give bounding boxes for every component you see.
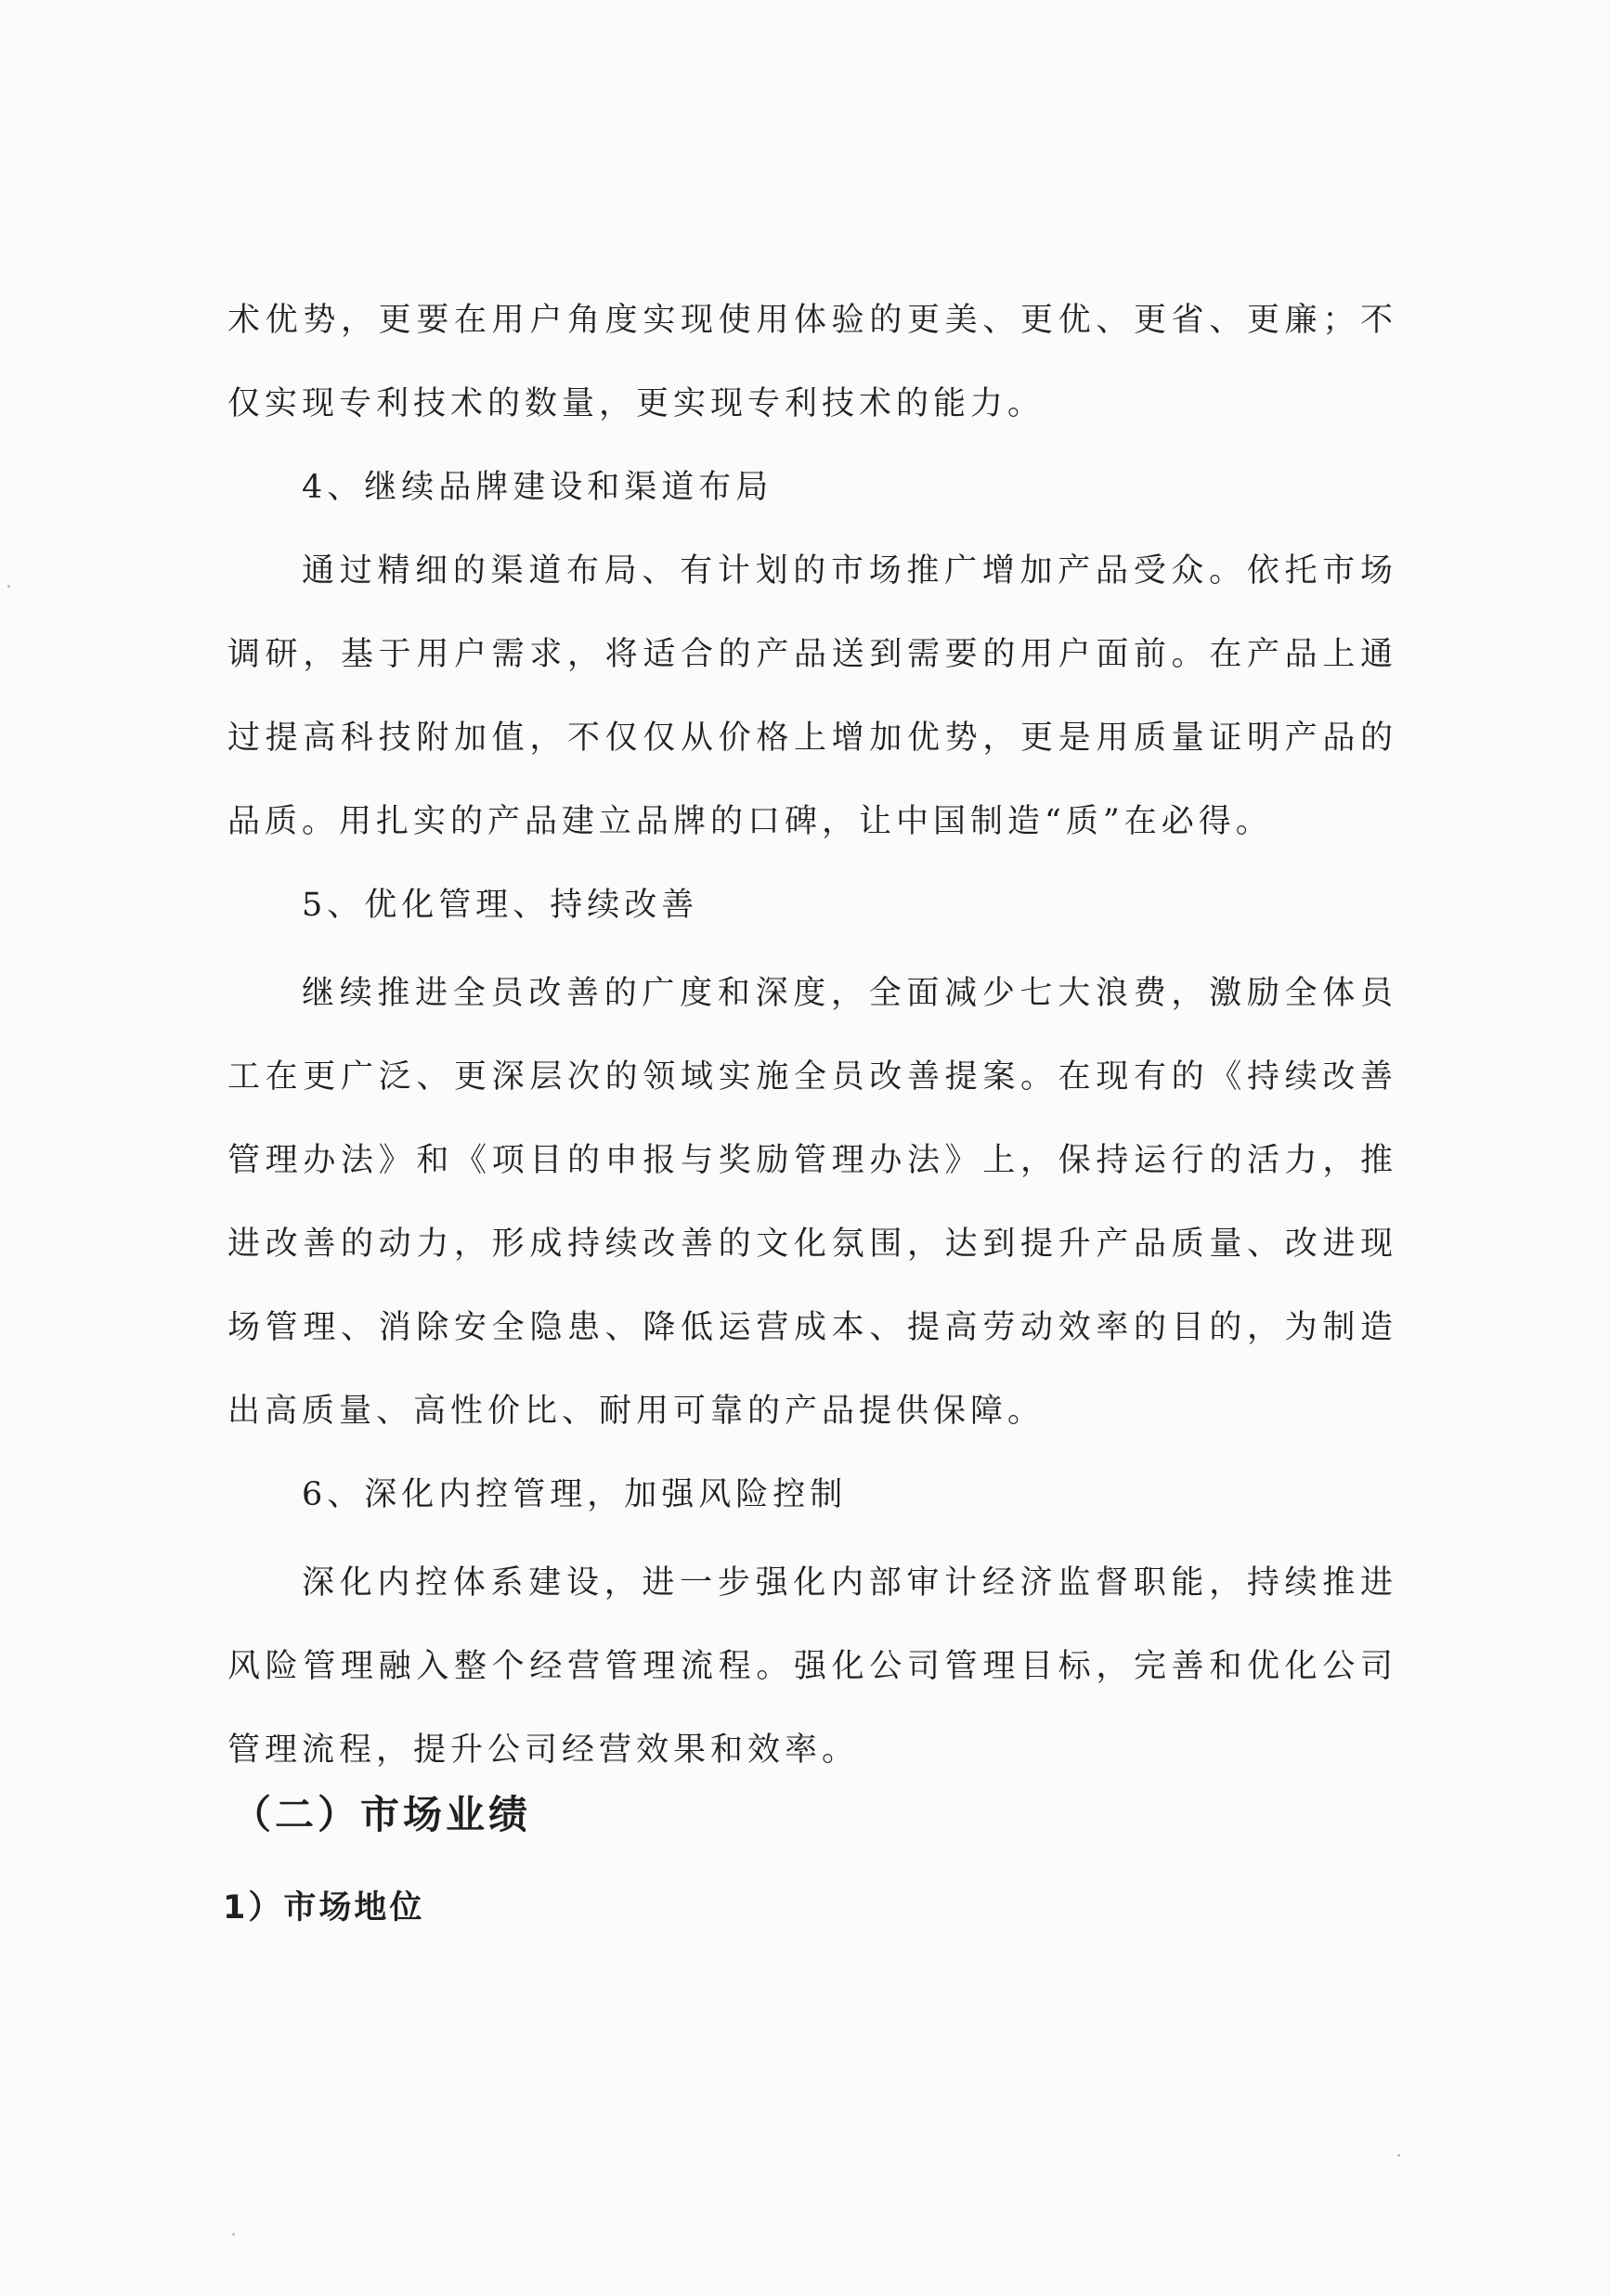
paragraph-management-improvement: 继续推进全员改善的广度和深度，全面减少七大浪费，激励全体员工在更广泛、更深层次的领域实施全员改善提案。在现有的《持续改善管理办法》和《项目的申报与奖励管理办法》上，保持运行的活力，推进改善的动力，形成持续改善的文化氛围，达到提升产品质量、改进现场管理、消除安全隐患、降低运营成本、提高劳动效率的目的，为制造出高质量、高性价比、耐用可靠的产品提供保障。: [227, 975, 1397, 1430]
heading-internal-control: 6、深化内控管理，加强风险控制: [302, 1476, 848, 1513]
heading-management-improvement: 5、优化管理、持续改善: [302, 887, 699, 924]
subsection-title-market-position: 1）市场地位: [223, 1889, 425, 1926]
paragraph-brand-channel: 通过精细的渠道布局、有计划的市场推广增加产品受众。依托市场调研，基于用户需求，将适合的产品送到需要的用户面前。在产品上通过提高科技附加值，不仅仅从价格上增加优势，更是用质量证明产品的品质。用扎实的产品建立品牌的口碑，让中国制造“质”在必得。: [227, 552, 1397, 840]
section-title-market-performance: （二）市场业绩: [232, 1792, 532, 1837]
scan-speck: [232, 2233, 235, 2236]
paragraph-continuation: 术优势，更要在用户角度实现使用体验的更美、更优、更省、更廉；不仅实现专利技术的数量，更实现专利技术的能力。: [227, 302, 1397, 422]
scan-speck: [1397, 2154, 1400, 2157]
heading-brand-channel: 4、继续品牌建设和渠道布局: [302, 469, 773, 506]
paragraph-internal-control: 深化内控体系建设，进一步强化内部审计经济监督职能，持续推进风险管理融入整个经营管理流程。强化公司管理目标，完善和优化公司管理流程，提升公司经营效果和效率。: [227, 1564, 1397, 1769]
scan-speck: [7, 585, 10, 588]
